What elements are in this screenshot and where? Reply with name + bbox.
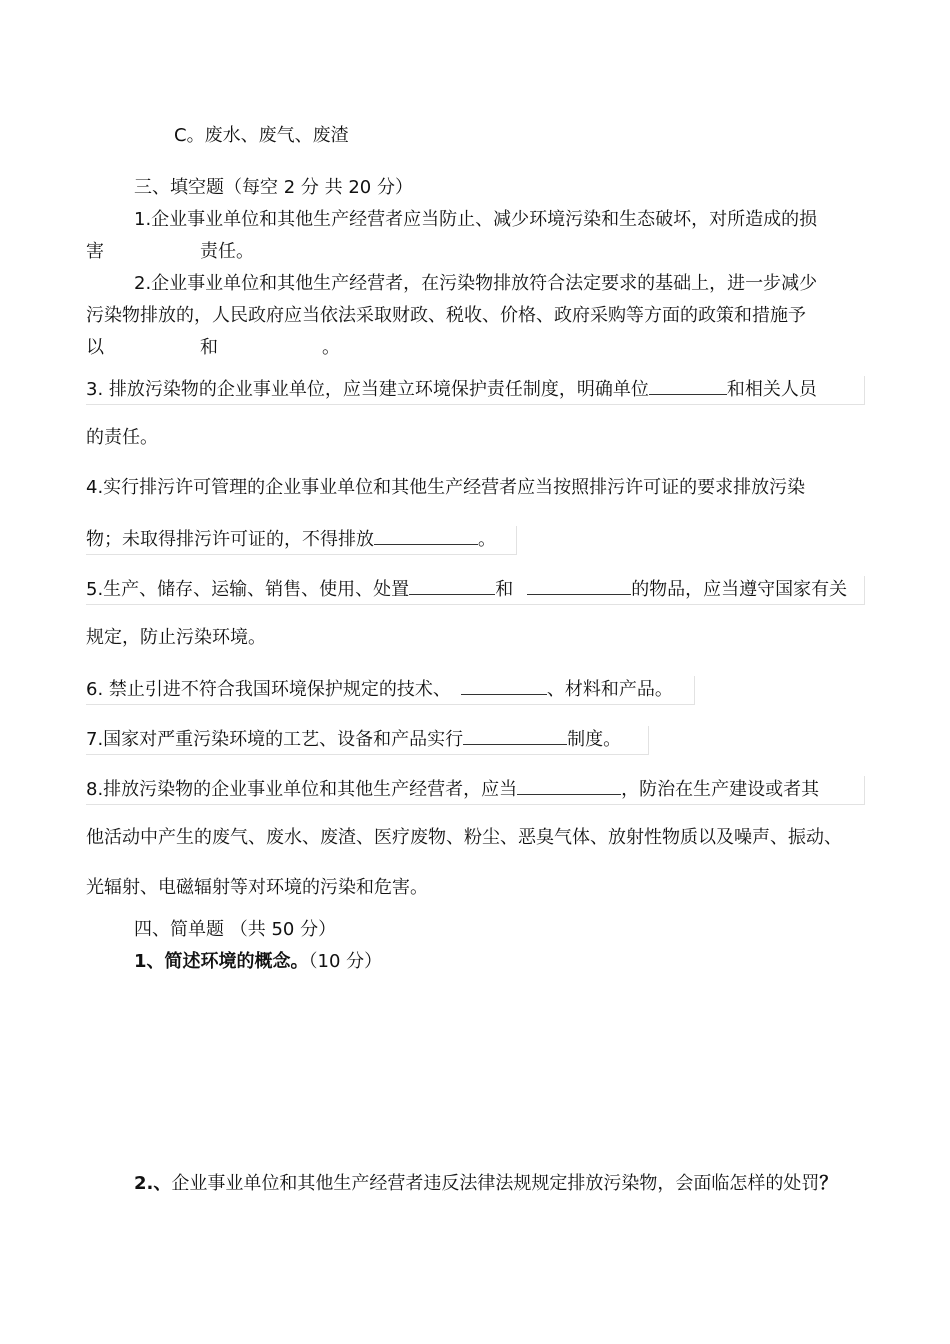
q8-line2: 他活动中产生的废气、废水、废渣、医疗废物、粉尘、恶臭气体、放射性物质以及噪声、振动、	[86, 827, 842, 848]
option-c: C。废水、废气、废渣	[174, 125, 349, 146]
q6-post: 、材料和产品。	[546, 679, 673, 700]
s4-q2-qmark: ？	[819, 1173, 838, 1194]
section3-heading: 三、填空题（每空 2 分 共 20 分）	[134, 177, 413, 198]
q7-line	[86, 726, 621, 752]
q2-line1: 2.企业事业单位和其他生产经营者，在污染物排放符合法定要求的基础上，进一步减少	[134, 273, 818, 294]
q8-post: ，防治在生产建设或者其	[621, 779, 820, 800]
q8-line3: 光辐射、电磁辐射等对环境的污染和危害。	[86, 877, 428, 898]
q4-blank[interactable]	[374, 526, 478, 545]
q4-line1: 4.实行排污许可管理的企业事业单位和其他生产经营者应当按照排污许可证的要求排放污染	[86, 477, 806, 498]
q5-line1	[86, 576, 847, 602]
q3-line2: 的责任。	[86, 427, 158, 448]
s4-q1	[134, 950, 382, 974]
s4-q1-label: 1、简述环境的概念。	[134, 951, 309, 972]
s4-q2	[134, 1172, 837, 1196]
q3-post: 和相关人员	[726, 379, 817, 400]
q7-post: 制度。	[567, 729, 622, 750]
q8-pre: 8.排放污染物的企业事业单位和其他生产经营者，应当	[86, 779, 518, 800]
q6-blank[interactable]	[461, 676, 547, 695]
q8-line1	[86, 776, 819, 802]
q1-post: 责任。	[200, 241, 254, 262]
q5-line2: 规定，防止污染环境。	[86, 627, 266, 648]
q5-blank-1[interactable]	[409, 576, 495, 595]
q5-pre: 5.生产、储存、运输、销售、使用、处置	[86, 579, 410, 600]
q1-pre: 害	[86, 241, 104, 262]
q2-post: 。	[322, 337, 340, 358]
q7-pre: 7.国家对严重污染环境的工艺、设备和产品实行	[86, 729, 464, 750]
q7-blank[interactable]	[463, 726, 567, 745]
q1-line1: 1.企业事业单位和其他生产经营者应当防止、减少环境污染和生态破坏，对所造成的损	[134, 209, 818, 230]
q5-post: 的物品，应当遵守国家有关	[631, 579, 848, 600]
q2-line2: 污染物排放的，人民政府应当依法采取财政、税收、价格、政府采购等方面的政策和措施予	[86, 305, 806, 326]
q4-line2	[86, 526, 496, 552]
q4-post: 。	[478, 529, 496, 550]
q6-line	[86, 676, 673, 702]
section4-heading: 四、简单题 （共 50 分）	[134, 919, 337, 940]
q3-line1	[86, 376, 817, 402]
q6-pre: 6. 禁止引进不符合我国环境保护规定的技术、	[86, 679, 451, 700]
q5-blank-2[interactable]	[527, 576, 631, 595]
q1-line2	[86, 240, 254, 264]
q3-pre: 3. 排放污染物的企业事业单位，应当建立环境保护责任制度，明确单位	[86, 379, 649, 400]
q4-pre: 物；未取得排污许可证的，不得排放	[86, 529, 374, 550]
q3-blank[interactable]	[649, 376, 727, 395]
q2-line3	[86, 336, 340, 360]
q8-blank[interactable]	[517, 776, 621, 795]
q2-pre: 以	[86, 337, 104, 358]
s4-q1-score: （10 分）	[308, 951, 383, 972]
q2-mid: 和	[200, 337, 218, 358]
q5-mid: 和	[495, 579, 514, 600]
s4-q2-num: 2.、	[134, 1173, 172, 1194]
s4-q2-text: 企业事业单位和其他生产经营者违反法律法规规定排放污染物，会面临怎样的处罚	[171, 1173, 820, 1194]
